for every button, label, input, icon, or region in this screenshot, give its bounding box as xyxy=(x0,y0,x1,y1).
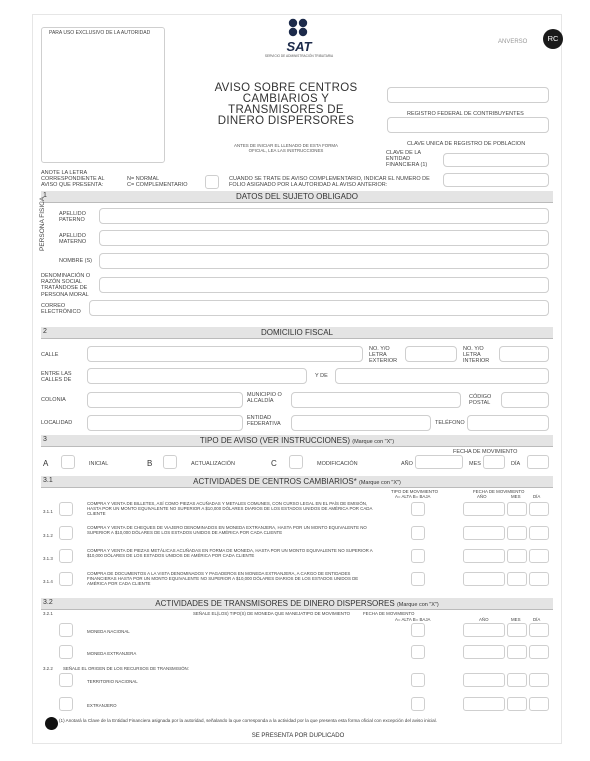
s31-anio-label: AÑO xyxy=(477,494,487,499)
extranjero-dia[interactable] xyxy=(529,697,549,711)
section-2-header xyxy=(41,327,553,339)
complementario-note: CUANDO SE TRATE DE AVISO COMPLEMENTARIO, INDICAR EL NUMERO DE FOLIO ASIGNADO POR LA AUTORIDAD AL AVISO ANTERIOR: xyxy=(229,176,430,189)
s31-item-2-mes[interactable] xyxy=(507,526,527,540)
section-32-title: ACTIVIDADES DE TRANSMISORES DE DINERO DISPERSORES xyxy=(155,599,395,608)
fecha-movimiento-label: FECHA DE MOVIMIENTO xyxy=(453,449,518,455)
authority-use-label: PARA USO EXCLUSIVO DE LA AUTORIDAD xyxy=(49,30,151,36)
s31-item-1-anio[interactable] xyxy=(463,502,505,516)
option-b-letter: B xyxy=(147,459,153,468)
option-c-letter: C xyxy=(271,459,277,468)
s31-item-1-movimiento[interactable] xyxy=(411,502,425,516)
s31-item-3-text: COMPRA Y VENTA DE PIEZAS METÁLICAS ACUÑADAS EN FORMA DE MONEDA, HASTA POR UN MONTO EQUIVALENTE NO SUPERIOR A $10,000 DÓLARES DE LOS ESTADOS UNIDOS DE AMÉRICA POR CADA CLIENTE xyxy=(87,548,373,558)
s31-item-1-dia[interactable] xyxy=(529,502,549,516)
s31-item-4-mes[interactable] xyxy=(507,572,527,586)
telefono-label: TELÉFONO xyxy=(435,420,465,426)
moneda-extranjera-label: MONEDA EXTRANJERA xyxy=(87,651,137,656)
section-32-header xyxy=(41,598,553,610)
section-1-header xyxy=(41,191,553,203)
section-2-number: 2 xyxy=(43,328,47,335)
duplicado-label: SE PRESENTA POR DUPLICADO xyxy=(251,733,345,739)
moneda-nacional-movimiento[interactable] xyxy=(411,623,425,637)
s31-item-1-checkbox[interactable] xyxy=(59,502,73,516)
correo-label: CORREO ELECTRÓNICO xyxy=(41,303,81,316)
section-31-title-wrap xyxy=(41,476,553,489)
y-de-field[interactable] xyxy=(335,368,549,384)
localidad-field[interactable] xyxy=(87,415,243,431)
no-interior-field[interactable] xyxy=(499,346,549,362)
section-1-number: 1 xyxy=(43,192,47,199)
entidad-field[interactable] xyxy=(291,415,431,431)
s31-item-2-dia[interactable] xyxy=(529,526,549,540)
municipio-label: MUNICIPIO O ALCALDÍA xyxy=(247,392,282,405)
s31-item-4-checkbox[interactable] xyxy=(59,572,73,586)
s31-fecha-movimiento-label: FECHA DE MOVIMIENTO xyxy=(473,489,525,494)
section-32-number: 3.2 xyxy=(43,599,53,606)
persona-fisica-label: PERSONA FISICA xyxy=(39,196,46,251)
section-31-number: 3.1 xyxy=(43,477,53,484)
section-3-note: (Marque con "X") xyxy=(352,439,395,445)
aviso-letter-field[interactable] xyxy=(205,175,219,189)
s31-item-3-movimiento[interactable] xyxy=(411,549,425,563)
y-de-label: Y DE xyxy=(315,373,328,379)
nombre-label: NOMBRE (S) xyxy=(59,258,92,264)
clave-entidad-field[interactable] xyxy=(443,153,549,167)
folio-anterior-field[interactable] xyxy=(443,173,549,187)
letter-options: N= NORMAL C= COMPLEMENTARIO xyxy=(127,176,188,189)
s31-item-1-number: 3.1.1 xyxy=(43,509,53,514)
s32-tipo-movimiento-label: TIPO DE MOVIMIENTO xyxy=(303,611,350,616)
entidad-label: ENTIDAD FEDERATIVA xyxy=(247,415,281,428)
s31-item-4-movimiento[interactable] xyxy=(411,572,425,586)
entre-calles-label: ENTRE LAS CALLES DE xyxy=(41,371,72,384)
form-code-text: RC xyxy=(547,34,559,43)
s31-item-4-anio[interactable] xyxy=(463,572,505,586)
s31-item-1-mes[interactable] xyxy=(507,502,527,516)
section-31-header xyxy=(41,476,553,488)
moneda-nacional-mes[interactable] xyxy=(507,623,527,637)
no-exterior-field[interactable] xyxy=(405,346,457,362)
s31-mes-label: MES xyxy=(511,494,521,499)
extranjero-anio[interactable] xyxy=(463,697,505,711)
s31-item-4-text: COMPRA DE DOCUMENTOS A LA VISTA DENOMINADOS Y PAGADEROS EN MONEDA EXTRANJERA, A CARGO DE ENTIDADES FINANCIERAS HASTA POR UN MONTO EQUIVALENTE NO SUPERIOR A $10,000 DÓLARES DIARIOS DE LOS ESTADOS UNIDOS DE AMÉRICA POR CADA CLIENTE xyxy=(87,571,359,586)
rfc-field[interactable] xyxy=(387,87,549,103)
option-b-label: ACTUALIZACIÓN xyxy=(191,461,236,467)
section-3-header xyxy=(41,435,553,447)
s31-item-2-number: 3.1.2 xyxy=(43,533,53,538)
codigo-postal-label: CÓDIGO POSTAL xyxy=(469,394,492,407)
side-label: ANVERSO xyxy=(498,39,528,45)
s322-number: 3.2.2 xyxy=(43,666,53,671)
no-interior-label: NO. Y/O LETRA INTERIOR xyxy=(463,346,490,365)
extranjero-checkbox[interactable] xyxy=(59,697,73,711)
no-exterior-label: NO. Y/O LETRA EXTERIOR xyxy=(369,346,398,365)
s31-item-3-dia[interactable] xyxy=(529,549,549,563)
moneda-nacional-checkbox[interactable] xyxy=(59,623,73,637)
colonia-label: COLONIA xyxy=(41,397,66,403)
territorio-nacional-dia[interactable] xyxy=(529,673,549,687)
municipio-field[interactable] xyxy=(291,392,461,408)
apellido-paterno-field[interactable] xyxy=(99,208,549,224)
calle-field[interactable] xyxy=(87,346,363,362)
correo-field[interactable] xyxy=(89,300,549,316)
s31-item-2-movimiento[interactable] xyxy=(411,526,425,540)
extranjero-mes[interactable] xyxy=(507,697,527,711)
sat-subtitle: SERVICIO DE ADMINISTRACIÓN TRIBUTARIA xyxy=(264,54,334,58)
moneda-extranjera-movimiento[interactable] xyxy=(411,645,425,659)
s321-senale-tipo: SEÑALE EL(LOS) TIPO(S) DE MONEDA QUE MANEJA: xyxy=(193,611,305,616)
s32-fecha-movimiento-label: FECHA DE MOVIMIENTO xyxy=(363,611,415,616)
option-a-checkbox[interactable] xyxy=(61,455,75,469)
form-page xyxy=(32,14,562,744)
form-title: AVISO SOBRE CENTROS CAMBIARIOS Y TRANSMISORES DE DINERO DISPERSORES xyxy=(214,82,358,127)
dia-label: DÍA xyxy=(511,461,521,467)
s32-dia-label: DÍA xyxy=(533,617,541,622)
entre-calles-field[interactable] xyxy=(87,368,307,384)
s31-item-4-dia[interactable] xyxy=(529,572,549,586)
codigo-postal-field[interactable] xyxy=(501,392,549,408)
territorio-nacional-mes[interactable] xyxy=(507,673,527,687)
section-3-title-wrap xyxy=(41,435,553,448)
telefono-field[interactable] xyxy=(467,415,549,431)
moneda-nacional-dia[interactable] xyxy=(529,623,549,637)
extranjero-label: EXTRANJERO xyxy=(87,703,117,708)
section-32-title-wrap xyxy=(41,598,553,611)
calle-label: CALLE xyxy=(41,352,59,358)
sat-brand-text: SAT xyxy=(286,39,312,54)
territorio-nacional-movimiento[interactable] xyxy=(411,673,425,687)
curp-field[interactable] xyxy=(387,117,549,133)
s31-item-1-text: COMPRA Y VENTA DE BILLETES, ASÍ COMO PIEZAS ACUÑADAS Y METALES COMUNES, CON CURSO LEGAL EN EL PAÍS DE EMISIÓN, HASTA POR UN MONTO EQUIVALENTE NO SUPERIOR A $10,000 DÓLARES DIARIOS DE LOS ESTADOS UNIDOS DE AMÉRICA POR CADA CLIENTE xyxy=(87,501,373,516)
anio-field[interactable] xyxy=(415,455,463,469)
apellido-materno-label: APELLIDO MATERNO xyxy=(59,233,87,246)
denominacion-label: DENOMINACIÓN O RAZÓN SOCIAL TRATÁNDOSE DE PERSONA MORAL xyxy=(41,273,91,298)
apellido-paterno-label: APELLIDO PATERNO xyxy=(59,211,86,224)
s31-item-2-anio[interactable] xyxy=(463,526,505,540)
anio-label: AÑO xyxy=(401,461,413,467)
authority-use-box xyxy=(41,27,165,163)
footer-bullet-icon xyxy=(45,717,58,730)
extranjero-movimiento[interactable] xyxy=(411,697,425,711)
denominacion-field[interactable] xyxy=(99,277,549,293)
moneda-extranjera-checkbox[interactable] xyxy=(59,645,73,659)
colonia-field[interactable] xyxy=(87,392,243,408)
s32-mes-label: MES xyxy=(511,617,521,622)
option-a-label: INICIAL xyxy=(89,461,109,467)
s322-senale-origen: SEÑALE EL ORIGEN DE LOS RECURSOS DE TRANSMISIÓN: xyxy=(63,666,189,671)
section-31-note: (Marque con "X") xyxy=(359,480,401,486)
s31-item-3-mes[interactable] xyxy=(507,549,527,563)
s31-item-3-anio[interactable] xyxy=(463,549,505,563)
section-3-number: 3 xyxy=(43,436,47,443)
s31-item-4-number: 3.1.4 xyxy=(43,579,53,584)
apellido-materno-field[interactable] xyxy=(99,230,549,246)
option-c-label: MODIFICACIÓN xyxy=(317,461,358,467)
rfc-label: REGISTRO FEDERAL DE CONTRIBUYENTES xyxy=(407,111,524,117)
clave-entidad-label: CLAVE DE LA ENTIDAD FINANCIERA (1) xyxy=(386,150,428,169)
option-a-letter: A xyxy=(43,459,49,468)
nombre-field[interactable] xyxy=(99,253,549,269)
s31-item-3-number: 3.1.3 xyxy=(43,556,53,561)
s31-dia-label: DÍA xyxy=(533,494,541,499)
s321-number: 3.2.1 xyxy=(43,611,53,616)
territorio-nacional-checkbox[interactable] xyxy=(59,673,73,687)
moneda-nacional-label: MONEDA NACIONAL xyxy=(87,629,130,634)
form-code-badge xyxy=(543,29,563,49)
s32-anio-label: AÑO xyxy=(479,617,489,622)
option-b-checkbox[interactable] xyxy=(163,455,177,469)
section-32-note: (Marque con "X") xyxy=(396,602,439,608)
s32-alta-baja-label: A= ALTA B= BAJA xyxy=(395,617,431,622)
section-31-title: ACTIVIDADES DE CENTROS CAMBIARIOS* xyxy=(193,477,357,486)
anote-letra-label: ANOTE LA LETRA CORRESPONDIENTE AL AVISO QUE PRESENTA: xyxy=(41,170,105,189)
territorio-nacional-label: TERRITORIO NACIONAL xyxy=(87,679,138,684)
s31-item-2-checkbox[interactable] xyxy=(59,526,73,540)
territorio-nacional-anio[interactable] xyxy=(463,673,505,687)
mes-field[interactable] xyxy=(483,455,505,469)
dia-field[interactable] xyxy=(527,455,549,469)
s31-tipo-movimiento-label: TIPO DE MOVIMIENTO xyxy=(391,489,438,494)
s31-item-2-text: COMPRA Y VENTA DE CHEQUES DE VIAJERO DENOMINADOS EN MONEDA EXTRANJERA, HASTA POR UN MONTO EQUIVALENTE NO SUPERIOR A $10,000 DÓLARES DE LOS ESTADOS UNIDOS DE AMÉRICA POR CADA CLIENTE xyxy=(87,525,367,535)
section-3-title: TIPO DE AVISO (VER INSTRUCCIONES) xyxy=(199,436,351,445)
moneda-extranjera-anio[interactable] xyxy=(463,645,505,659)
mes-label: MES xyxy=(469,461,481,467)
curp-label: CLAVE UNICA DE REGISTRO DE POBLACION xyxy=(407,141,526,147)
localidad-label: LOCALIDAD xyxy=(41,420,73,426)
option-c-checkbox[interactable] xyxy=(289,455,303,469)
instructions-note: ANTES DE INICIAR EL LLENADO DE ESTA FORMA OFICIAL, LEA LAS INSTRUCCIONES xyxy=(234,143,338,153)
moneda-extranjera-mes[interactable] xyxy=(507,645,527,659)
section-2-title: DOMICILIO FISCAL xyxy=(260,328,333,337)
moneda-nacional-anio[interactable] xyxy=(463,623,505,637)
moneda-extranjera-dia[interactable] xyxy=(529,645,549,659)
footnote: (1) Anotará la Clave de la Entidad Financiera asignada por la autoridad, señalando la que corresponda a la actividad por la que presenta esta forma oficial con excepción del aviso inicial. xyxy=(59,718,437,723)
s31-alta-baja-label: A= ALTA B= BAJA xyxy=(395,494,431,499)
s31-item-3-checkbox[interactable] xyxy=(59,549,73,563)
section-1-title: DATOS DEL SUJETO OBLIGADO xyxy=(236,192,358,201)
